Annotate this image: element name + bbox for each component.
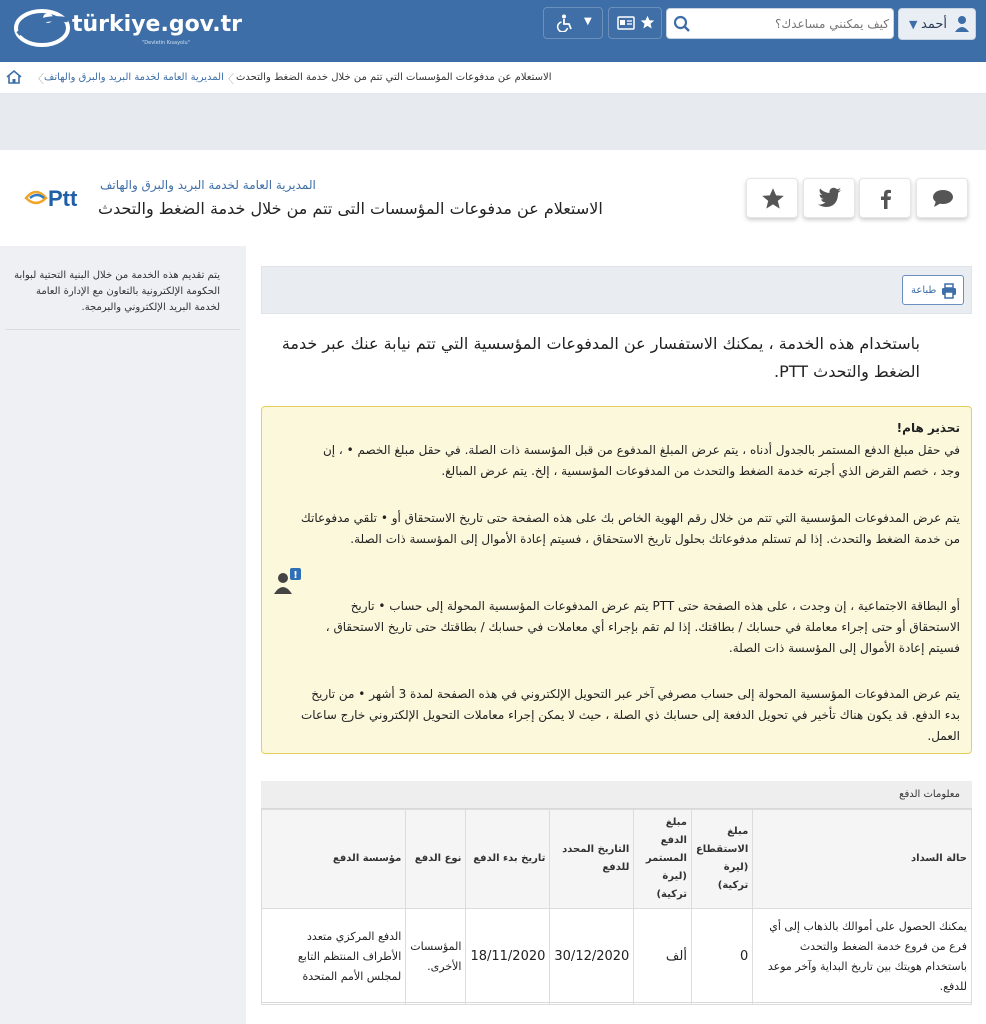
column-header: مبلغ الدفع المستمر (ليرة تركية)	[634, 810, 692, 909]
favorite-star-button[interactable]	[746, 178, 798, 218]
chevron-down-icon: ▼	[584, 16, 592, 27]
user-icon	[955, 14, 969, 34]
twitter-share-button[interactable]	[803, 178, 855, 218]
print-label: طباعة	[911, 285, 937, 296]
cell-payment-type: المؤسسات الأخرى.	[406, 909, 466, 1005]
star-icon	[640, 15, 655, 30]
ptt-logo-icon	[24, 182, 96, 212]
intro-text: باستخدام هذه الخدمة ، يمكنك الاستفسار عن المدفوعات المؤسسية التي تتم نيابة عنك عبر خدمة الضغط والتحدث PTT.	[281, 334, 920, 381]
search-icon[interactable]	[673, 15, 691, 33]
warning-paragraph-3: أو البطاقة الاجتماعية ، إن وجدت ، على هذه الصفحة حتى PTT يتم عرض المدفوعات المؤسسية المحولة إلى حساب • تاريخ الاستحقاق أو حتى إجراء معاملة في حسابك / بطاقتك. إذا لم تقم بإجراء أي معاملات في حسابك / بطاقتك حتى تاريخ الاستحقاق ، فسيتم إعادة الأموال إلى المؤسسة ذات الصلة.	[325, 599, 960, 655]
logo-subtitle: "Devletin Kısayolu"	[142, 40, 190, 46]
cell-due-date: 30/12/2020	[550, 909, 634, 1005]
svg-text:!: !	[293, 570, 298, 581]
facebook-icon	[874, 187, 898, 211]
wheelchair-icon	[556, 14, 574, 32]
user-menu-button[interactable]	[898, 8, 976, 40]
logo-swoosh-icon	[12, 4, 72, 50]
turkiye-gov-logo[interactable]	[12, 4, 242, 50]
twitter-icon	[818, 187, 842, 209]
warning-title: تحذير هام!	[896, 421, 960, 435]
spacer-band	[0, 94, 986, 150]
toolbar	[261, 266, 972, 314]
column-header: مؤسسة الدفع	[262, 810, 406, 909]
cell-payment-institution: الدفع المركزي متعدد الأطراف المنتظم التابع لمجلس الأمم المتحدة	[262, 909, 406, 1005]
facebook-share-button[interactable]	[859, 178, 911, 218]
breadcrumb-separator: 〈	[222, 72, 235, 86]
table-caption	[261, 781, 972, 809]
accessibility-button[interactable]	[543, 7, 603, 39]
column-header: التاريخ المحدد للدفع	[550, 810, 634, 909]
column-header: تاريخ بدء الدفع	[466, 810, 550, 909]
top-header	[0, 0, 986, 62]
search-box	[666, 8, 894, 39]
printer-icon	[941, 283, 957, 299]
left-sidebar	[0, 246, 246, 1024]
cell-payment-status: يمكنك الحصول على أموالك بالذهاب إلى أي فرع من فروع خدمة الضغط والتحدث باستخدام هويتك بين تاريخ البداية وآخر موعد للدفع.	[753, 909, 972, 1005]
cell-payment-amount: ألف	[634, 909, 692, 1005]
print-button[interactable]	[902, 275, 964, 305]
chevron-down-icon: ▼	[909, 18, 918, 31]
table-caption-text: معلومات الدفع	[899, 789, 960, 800]
column-header: نوع الدفع	[406, 810, 466, 909]
warning-paragraph-2: يتم عرض المدفوعات المؤسسية التي تتم من خلال رقم الهوية الخاص بك على هذه الصفحة حتى تاريخ الاستحقاق أو • تلقي مدفوعاتك من خدمة الضغط والتحدث. إذا لم تستلم مدفوعاتك بحلول تاريخ الاستحقاق ، فسيتم إعادة الأموال إلى المؤسسة ذات الصلة.	[300, 511, 960, 546]
table-header-row	[262, 810, 972, 909]
sidebar-info-text: يتم تقديم هذه الخدمة من خلال البنية التحتية لبوابة الحكومة الإلكترونية بالتعاون مع الإدارة العامة لخدمة البريد الإلكتروني والبرمجة.	[14, 270, 220, 313]
payment-table	[261, 809, 972, 1005]
feedback-chat-button[interactable]	[916, 178, 968, 218]
ptt-logo-text: Ptt	[48, 186, 78, 211]
warning-paragraph-1: في حقل مبلغ الدفع المستمر بالجدول أدناه ، يتم عرض المبلغ المدفوع من قبل المؤسسة ذات الصلة. في حقل مبلغ الخصم • ، إن وجد ، خصم القرض الذي أجرته خدمة الضغط والتحدث من المدفوعات المؤسسية ، إلخ. يتم عرض المبالغ.	[322, 443, 960, 478]
column-header: حالة السداد	[753, 810, 972, 909]
warning-paragraph-4: يتم عرض المدفوعات المؤسسية المحولة إلى حساب مصرفي آخر عبر التحويل الإلكتروني في هذه الصفحة لمدة 3 أشهر • من تاريخ بدء الدفع. قد يكون هناك تأخير في تحويل الدفعة إلى حسابك ذي الصلة ، حيث لا يمكن إجراء معاملات التحويل الإلكتروني خارج ساعات العمل.	[300, 687, 960, 743]
breadcrumb-separator: 〈	[32, 72, 45, 86]
user-name: أحمد	[921, 17, 947, 32]
home-icon[interactable]	[6, 69, 22, 85]
breadcrumb-item-current: الاستعلام عن مدفوعات المؤسسات التي تتم من خلال خدمة الضغط والتحدث	[236, 72, 552, 83]
page-title: الاستعلام عن مدفوعات المؤسسات التى تتم من خلال خدمة الضغط والتحدث	[98, 199, 603, 218]
id-card-icon	[617, 16, 635, 30]
warning-user-icon	[272, 568, 302, 596]
favorites-button[interactable]	[608, 7, 662, 39]
breadcrumb	[0, 62, 986, 94]
search-input[interactable]	[693, 11, 889, 36]
cell-deduction-amount: 0	[691, 909, 752, 1005]
chat-bubble-icon	[931, 187, 955, 209]
ptt-logo	[24, 182, 96, 216]
logo-text: türkiye.gov.tr	[72, 12, 242, 37]
breadcrumb-item-ptt[interactable]: المديرية العامة لخدمة البريد والبرق والهاتف	[44, 72, 224, 83]
star-icon	[761, 187, 785, 211]
cell-start-date: 18/11/2020	[466, 909, 550, 1005]
table-row	[262, 909, 972, 1005]
service-organization[interactable]: المديرية العامة لخدمة البريد والبرق والهاتف	[100, 178, 316, 192]
sidebar-divider	[6, 329, 240, 330]
column-header: مبلغ الاستقطاع (ليرة تركية)	[691, 810, 752, 909]
